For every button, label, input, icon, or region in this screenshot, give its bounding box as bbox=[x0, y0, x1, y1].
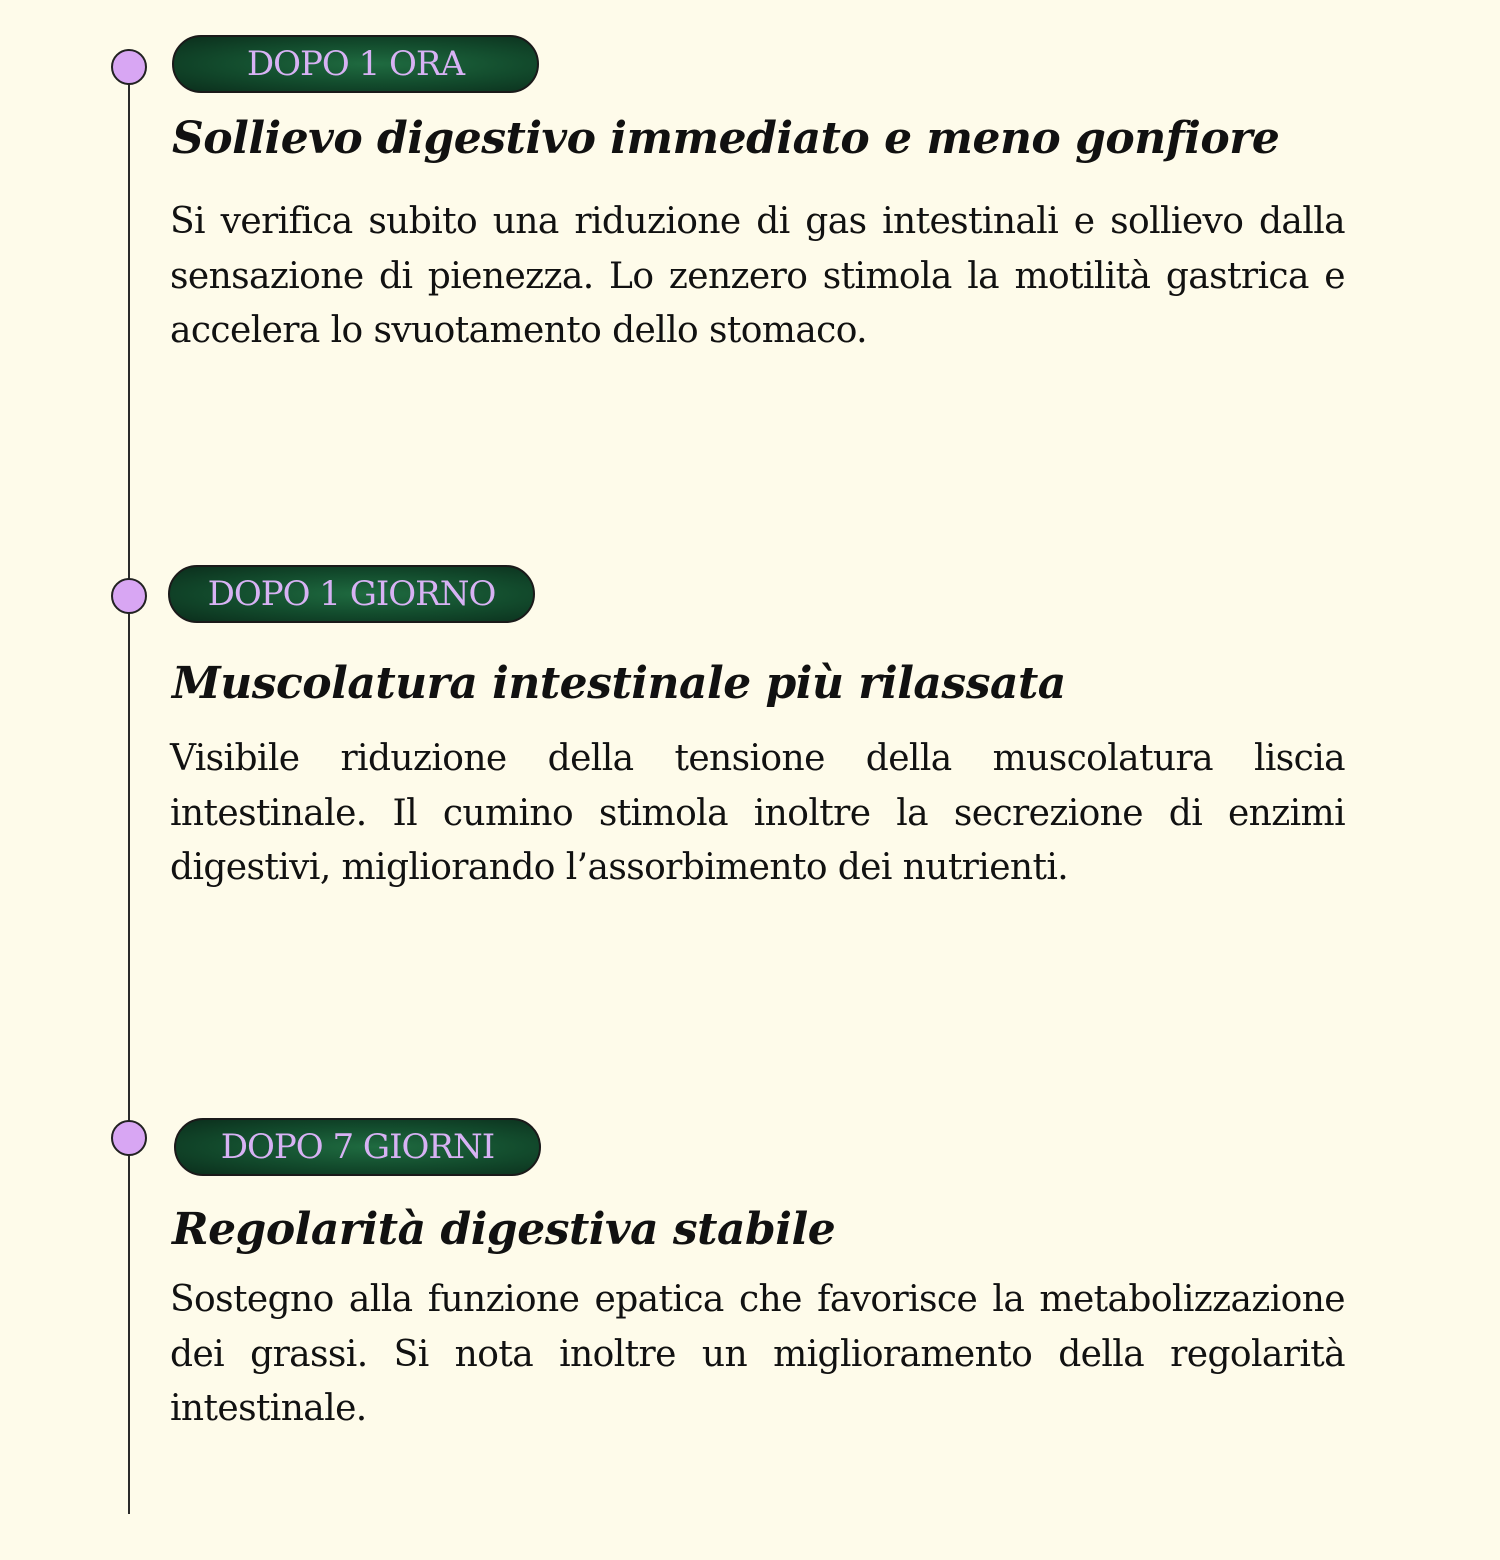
timeline-dot bbox=[111, 578, 147, 614]
step-description: Visibile riduzione della tensione della muscolatura liscia intestinale. Il cumino stimola inoltre la secrezione di enzimi digestivi, migliorando l’assorbimento dei nutrienti. bbox=[170, 738, 1345, 888]
step-title: Muscolatura intestinale più rilassata bbox=[172, 658, 1066, 709]
timeline-line bbox=[128, 66, 130, 1514]
time-badge: DOPO 7 GIORNI bbox=[174, 1118, 541, 1176]
step-description: Si verifica subito una riduzione di gas intestinali e sollievo dalla sensazione di pienezza. Lo zenzero stimola la motilità gastrica e accelera lo svuotamento dello stomaco. bbox=[170, 201, 1345, 351]
step-title: Sollievo digestivo immediato e meno gonfiore bbox=[172, 113, 1280, 164]
step-title: Regolarità digestiva stabile bbox=[172, 1204, 836, 1255]
step-description: Sostegno alla funzione epatica che favorisce la metabolizzazione dei grassi. Si nota inoltre un miglioramento della regolarità intestinale. bbox=[170, 1279, 1345, 1429]
time-badge: DOPO 1 GIORNO bbox=[168, 565, 535, 623]
timeline-dot bbox=[111, 49, 147, 85]
time-badge: DOPO 1 ORA bbox=[172, 35, 539, 93]
timeline-dot bbox=[111, 1120, 147, 1156]
